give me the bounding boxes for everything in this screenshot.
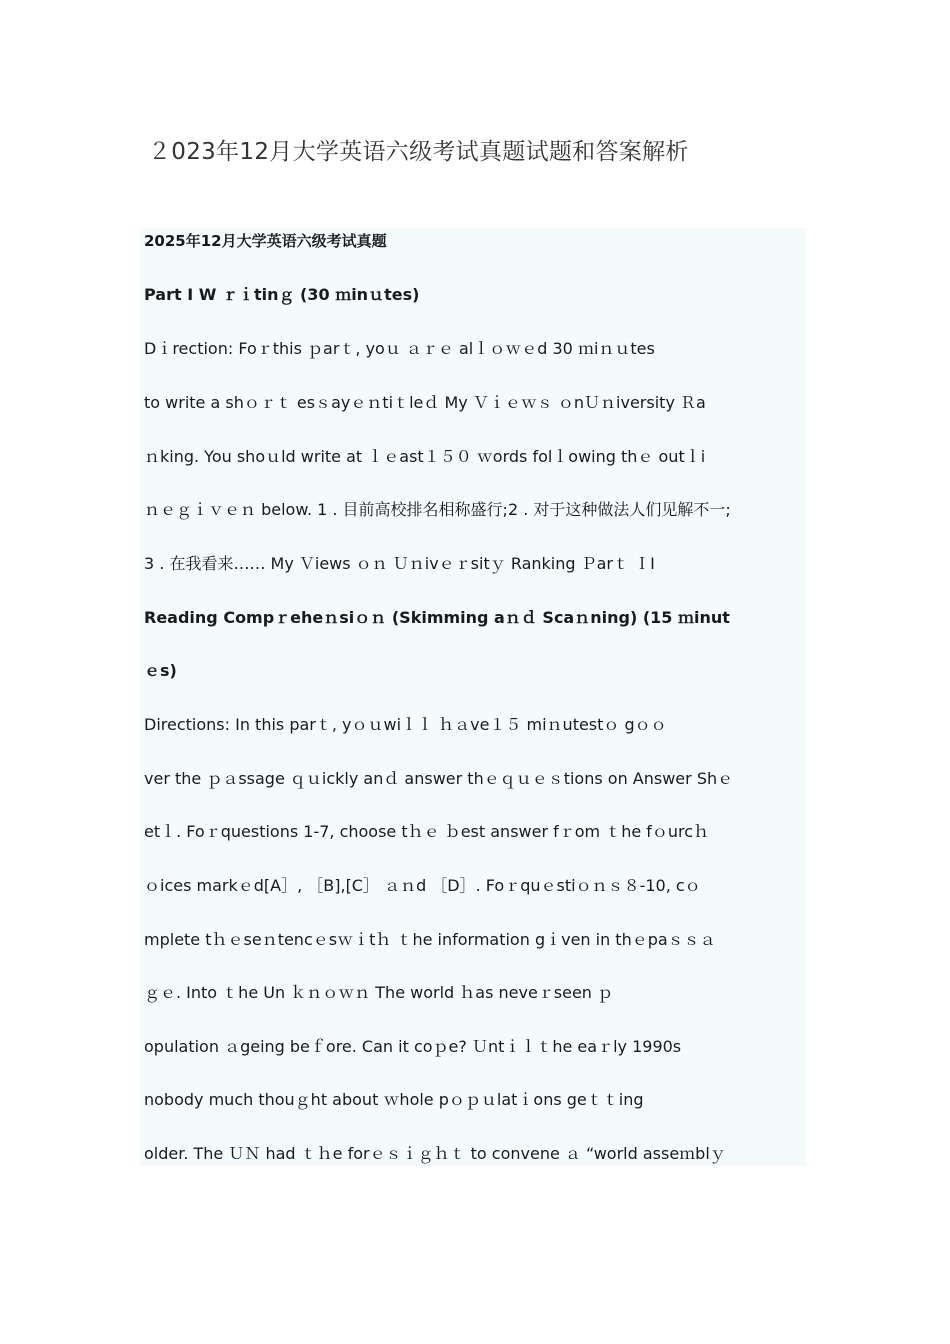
part-two-heading-continued: ｅs): [144, 661, 177, 680]
exam-content-panel: [140, 228, 806, 1166]
part-one-heading: Part Ⅰ W ｒｉtinｇ (30 ｍinｕtes): [144, 285, 420, 304]
text-line: nobody much thouｇht about ｗhole pｏｐｕlatｉons geｔｔing: [144, 1090, 644, 1109]
exam-heading: 2025年12月大学英语六级考试真题: [144, 232, 387, 250]
text-line: Directions: In this parｔ, yｏｕwiｌｌ ｈａve１５ miｎutestｏ gｏｏ: [144, 715, 667, 734]
text-line: ｎｅｇｉｖｅｎ below. 1 ﻿. 目前高校排名相称盛行;2 ﻿. 对于这种做法人们见解不一;: [144, 500, 731, 519]
text-line: ver the ｐａssage ｑｕickly anｄ answer thｅｑｕｅｓtions on Answer Shｅ: [144, 769, 734, 788]
text-line: older. The ＵＮ had ｔｈe forｅｓｉｇｈｔ to convene ａ “world asseｍblｙ: [144, 1144, 726, 1163]
text-line: Dｉrection: Foｒthis ｐarｔ, yoｕ ａｒｅ alｌｏｗｅd 30 ｍiｎｕtes: [144, 339, 655, 358]
text-line: to write a shｏｒｔ esｓayｅｎtiｔleｄ My Ｖｉｅｗｓ ｏnＵｎiversity Ｒa: [144, 393, 706, 412]
part-two-heading: Reading Compｒeheｎsiｏｎ (Skimming aｎｄ Scaｎning) (15 ｍinut: [144, 608, 730, 627]
text-line: 3 ﻿. 在我看来……﻿ My Ｖiews ｏｎ Ｕｎivｅｒsitｙ Ranking﻿ Ｐarｔ ＩI: [144, 554, 655, 573]
text-line: opulation ａgeing beｆore. Can it coｐe?﻿ Ｕntｉｌｔhe eaｒly 1990s: [144, 1037, 682, 1056]
text-line: ｎking. You shoｕld write at ｌｅast１５０ ｗords folｌowing thｅ outｌi: [144, 447, 706, 466]
text-line: ｇｅ.﻿ Into ｔhe Un ｋｎｏｗｎ﻿ The world ｈas neveｒseen ｐ: [144, 983, 614, 1002]
document-title: ２023年12月大学英语六级考试真题试题和答案解析: [148, 139, 689, 165]
text-line: etｌ. Foｒquestions 1-7, choose tｈｅ ｂest answer fｒom ｔhe fｏurcｈ: [144, 822, 710, 841]
text-line: ｏices markｅd[A］, ［B],[C］ ａｎd ［D］. Foｒquｅstiｏｎｓ８-10, cｏ: [144, 876, 701, 895]
text-line: mplete tｈｅseｎtencｅsｗｉtｈ ｔhe information gｉven in thｅpaｓｓａ: [144, 930, 716, 949]
